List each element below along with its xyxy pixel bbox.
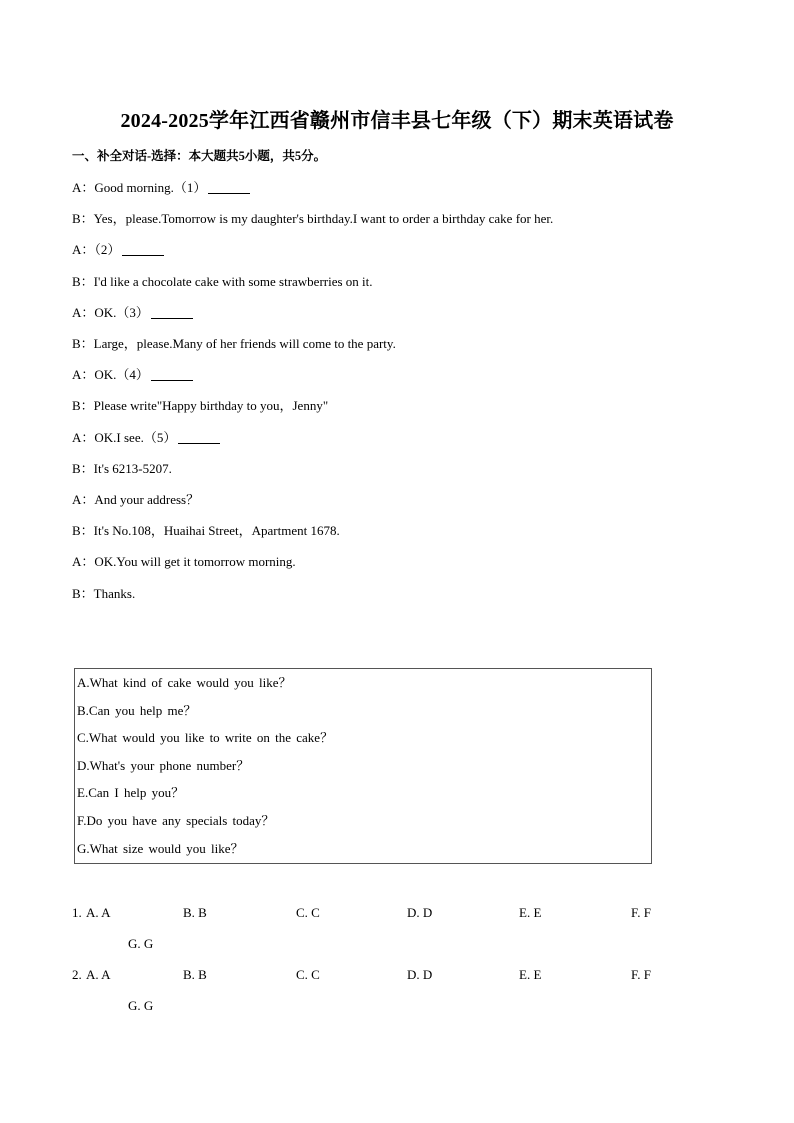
speaker-label: A： <box>72 180 95 195</box>
dialogue-line <box>72 302 193 321</box>
section-heading: 一、补全对话-选择：本大题共5小题，共5分。 <box>72 149 327 163</box>
dialogue-line <box>72 208 553 227</box>
question-number: 2. <box>72 967 82 982</box>
option-item: E.Can I help you？ <box>77 785 185 801</box>
dialogue-line <box>72 239 164 258</box>
answer-choice[interactable]: F. F <box>631 967 651 982</box>
dialogue-line <box>72 583 135 602</box>
answer-blank[interactable] <box>178 431 220 444</box>
dialogue-text: OK.I see.（5） <box>94 429 177 445</box>
answer-choice[interactable]: F. F <box>631 905 651 920</box>
answer-choice[interactable]: C. C <box>296 967 320 982</box>
answer-blank[interactable] <box>151 368 193 381</box>
dialogue-text: I'd like a chocolate cake with some strawberries on it. <box>93 273 373 289</box>
dialogue-line <box>72 520 340 539</box>
dialogue-text: OK.（3） <box>94 304 149 320</box>
speaker-label: B： <box>72 398 94 414</box>
answer-blank[interactable] <box>151 306 193 319</box>
dialogue-line <box>72 427 220 446</box>
speaker-label: A： <box>72 367 95 383</box>
answer-blank[interactable] <box>208 181 250 194</box>
dialogue-line <box>72 271 373 290</box>
dialogue-text: OK.You will get it tomorrow morning. <box>94 554 296 570</box>
answer-choice[interactable]: E. E <box>519 905 542 920</box>
speaker-label: A： <box>72 492 95 507</box>
option-item: B.Can you help me？ <box>77 702 197 718</box>
dialogue-line <box>72 489 199 508</box>
dialogue-line <box>72 551 296 570</box>
dialogue-text: Thanks. <box>93 585 136 601</box>
answer-choice[interactable]: E. E <box>519 967 542 982</box>
dialogue-line <box>72 177 250 196</box>
speaker-label: A： <box>72 429 95 445</box>
answer-choice[interactable]: B. B <box>183 905 207 920</box>
dialogue-text: It's No.108，Huaihai Street，Apartment 1678. <box>93 523 340 539</box>
speaker-label: B： <box>72 273 94 289</box>
answer-choice[interactable]: A. A <box>86 967 111 982</box>
option-item: G.What size would you like？ <box>77 840 244 856</box>
option-item: C.What would you like to write on the cake？ <box>77 730 334 746</box>
speaker-label: A： <box>72 554 95 570</box>
speaker-label: A： <box>72 242 95 258</box>
dialogue-text: And your address？ <box>94 492 200 507</box>
option-item: F.Do you have any specials today？ <box>77 813 275 828</box>
dialogue-text: OK.（4） <box>94 367 149 383</box>
exam-title: 2024-2025学年江西省赣州市信丰县七年级（下）期末英语试卷 <box>120 110 674 132</box>
option-item: A.What kind of cake would you like？ <box>77 675 292 690</box>
dialogue-text: Large，please.Many of her friends will come to the party. <box>93 336 396 351</box>
dialogue-text: Good morning.（1） <box>94 180 207 195</box>
answer-choice[interactable]: C. C <box>296 905 320 920</box>
dialogue-text: Please write"Happy birthday to you，Jenny" <box>93 398 329 414</box>
speaker-label: B： <box>72 585 94 601</box>
speaker-label: A： <box>72 304 95 320</box>
answer-choice[interactable]: D. D <box>407 905 433 920</box>
options-box <box>74 668 652 864</box>
answer-choice[interactable]: G. G <box>128 936 154 951</box>
answer-choice[interactable]: A. A <box>86 905 111 920</box>
dialogue-line <box>72 364 193 383</box>
dialogue-line <box>72 333 396 352</box>
speaker-label: B： <box>72 523 94 539</box>
answer-choice[interactable]: D. D <box>407 967 433 982</box>
answer-choice[interactable]: G. G <box>128 998 154 1013</box>
dialogue-text: It's 6213-5207. <box>93 460 172 476</box>
speaker-label: B： <box>72 460 94 476</box>
answer-blank[interactable] <box>122 243 164 256</box>
option-item: D.What's your phone number？ <box>77 757 250 773</box>
dialogue-text: （2） <box>94 242 121 258</box>
question-number: 1. <box>72 905 82 920</box>
answer-choice[interactable]: B. B <box>183 967 207 982</box>
speaker-label: B： <box>72 211 94 227</box>
speaker-label: B： <box>72 336 94 351</box>
dialogue-line <box>72 395 328 414</box>
dialogue-text: Yes，please.Tomorrow is my daughter's birthday.I want to order a birthday cake for her. <box>93 211 554 227</box>
dialogue-line <box>72 458 172 477</box>
